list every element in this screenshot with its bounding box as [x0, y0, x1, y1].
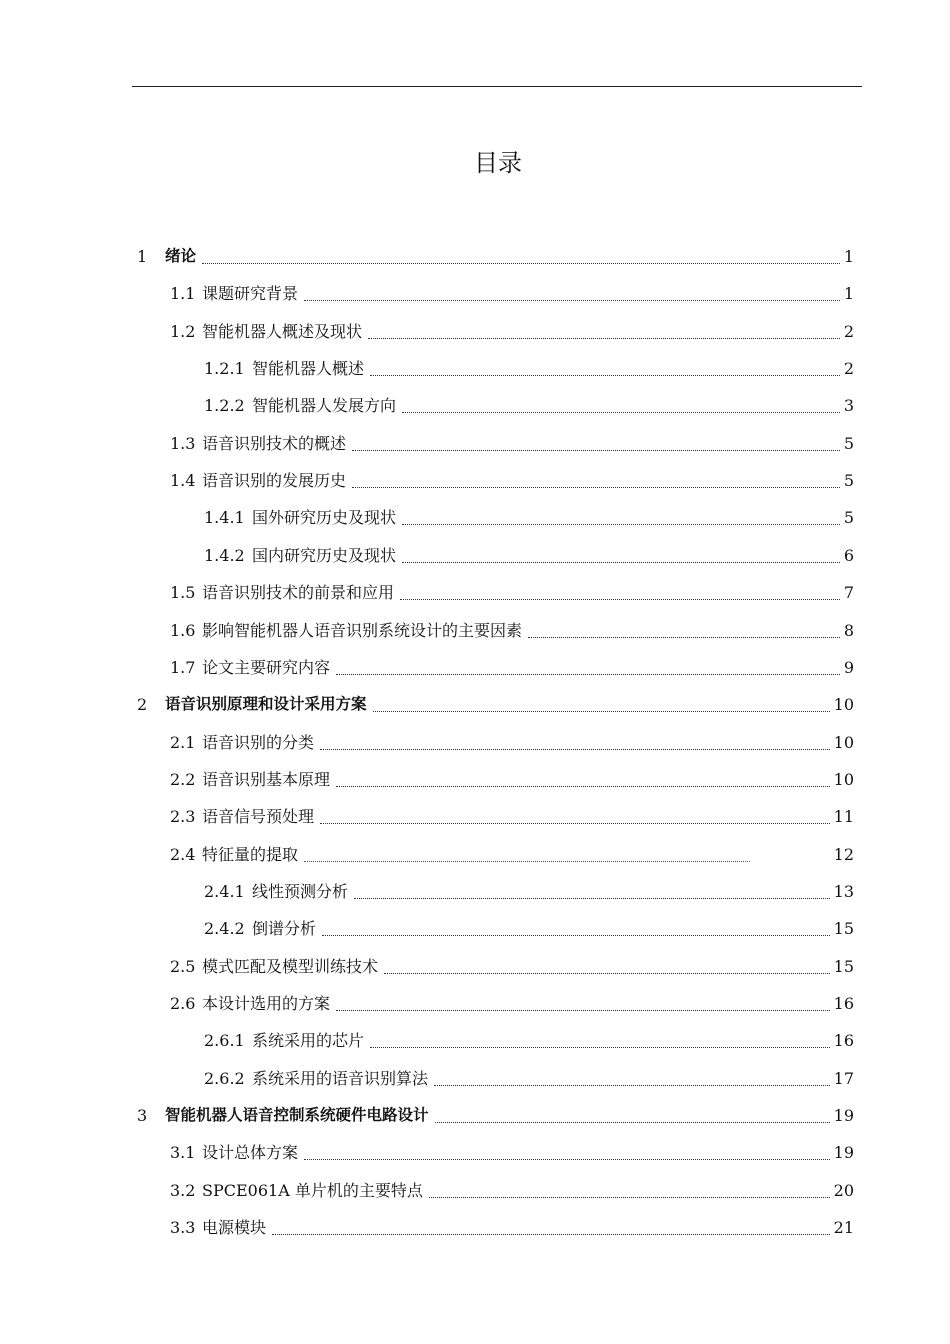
toc-entry-title: 本设计选用的方案: [202, 985, 332, 1022]
toc-entry-number: 2.3: [170, 807, 196, 827]
toc-entry-number: 1.5: [170, 583, 196, 603]
toc-entry-number: 2.6.1: [204, 1031, 245, 1051]
toc-entry[interactable]: [0, 798, 950, 835]
toc-entry[interactable]: [0, 238, 950, 275]
toc-entry-title: SPCE061A 单片机的主要特点: [202, 1172, 425, 1209]
toc-leader-dots: [400, 599, 840, 600]
toc-entry-number: 2.1: [170, 732, 196, 752]
toc-entry-page: 5: [842, 499, 854, 536]
toc-entry[interactable]: [0, 612, 950, 649]
toc-entry[interactable]: [0, 1134, 950, 1171]
toc-entry[interactable]: [0, 649, 950, 686]
toc-entry-title: 模式匹配及模型训练技术: [202, 948, 380, 985]
toc-entry-title: 语音识别的分类: [202, 724, 316, 761]
toc-leader-dots: [336, 1010, 830, 1011]
toc-leader-dots: [322, 935, 830, 936]
toc-leader-dots: [429, 1197, 830, 1198]
toc-entry[interactable]: [0, 350, 950, 387]
toc-entry-page: 13: [832, 873, 854, 910]
toc-leader-dots: [402, 562, 840, 563]
toc-leader-dots: [352, 487, 840, 488]
toc-entry-number: 2.4.1: [204, 881, 245, 901]
toc-entry-page: 10: [832, 761, 854, 798]
toc-leader-dots: [352, 450, 840, 451]
toc-entry-title: 电源模块: [202, 1209, 268, 1246]
toc-entry-number: 2.6.2: [204, 1068, 245, 1088]
toc-leader-dots: [304, 300, 840, 301]
page-title: 目录: [474, 149, 522, 177]
toc-entry-title: 国外研究历史及现状: [252, 499, 398, 536]
toc-entry-title: 国内研究历史及现状: [252, 537, 398, 574]
toc-entry[interactable]: [0, 425, 950, 462]
toc-entry-page: 15: [832, 948, 854, 985]
toc-entry-number: 3.2: [170, 1180, 196, 1200]
toc-entry-page: 15: [832, 910, 854, 947]
toc-entry-page: 19: [832, 1097, 854, 1134]
toc-entry-title: 倒谱分析: [252, 910, 318, 947]
toc-entry[interactable]: [0, 873, 950, 910]
toc-entry-page: 7: [842, 574, 854, 611]
toc-leader-dots: [402, 524, 840, 525]
toc-entry[interactable]: [0, 985, 950, 1022]
toc-entry-title: 系统采用的芯片: [252, 1022, 366, 1059]
toc-entry-number: 1.1: [170, 284, 196, 304]
toc-leader-dots: [370, 1047, 830, 1048]
toc-entry[interactable]: [0, 1209, 950, 1246]
toc-entry-page: 1: [842, 238, 854, 275]
toc-entry-page: 19: [832, 1134, 854, 1171]
toc-entry-number: 3.3: [170, 1218, 196, 1238]
toc-entry-page: 6: [842, 537, 854, 574]
toc-entry-number: 2.4.2: [204, 919, 245, 939]
toc-entry-page: 1: [842, 275, 854, 312]
toc-entry-page: 10: [832, 724, 854, 761]
toc-entry-title: 课题研究背景: [202, 275, 300, 312]
toc-entry-number: 1.2.1: [204, 359, 245, 379]
toc-entry-title: 智能机器人发展方向: [252, 387, 398, 424]
toc-entry[interactable]: [0, 1097, 950, 1134]
toc-leader-dots: [368, 338, 840, 339]
toc-entry-page: 16: [832, 985, 854, 1022]
toc-entry[interactable]: [0, 686, 950, 723]
toc-leader-dots: [272, 1234, 830, 1235]
toc-entry-title: 智能机器人概述及现状: [202, 313, 364, 350]
toc-entry[interactable]: [0, 1172, 950, 1209]
toc-leader-dots: [435, 1122, 830, 1123]
toc-entry[interactable]: [0, 387, 950, 424]
toc-leader-dots: [384, 973, 830, 974]
toc-entry[interactable]: [0, 1022, 950, 1059]
toc-entry-number: 2.4: [170, 844, 196, 864]
toc-entry-number: 1.7: [170, 657, 196, 677]
toc-entry[interactable]: [0, 313, 950, 350]
toc-entry-number: 3: [137, 1106, 148, 1126]
header-rule: [132, 86, 862, 87]
toc-entry-page: 8: [842, 612, 854, 649]
toc-entry-number: 2.5: [170, 956, 196, 976]
toc-entry-page: 9: [842, 649, 854, 686]
toc-entry-title: 语音识别原理和设计采用方案: [165, 686, 369, 723]
toc-entry-title: 绪论: [165, 238, 198, 275]
toc-entry-title: 特征量的提取: [202, 836, 300, 873]
toc-leader-dots: [434, 1085, 830, 1086]
toc-entry[interactable]: [0, 910, 950, 947]
toc-entry[interactable]: [0, 275, 950, 312]
toc-entry-title: 论文主要研究内容: [202, 649, 332, 686]
toc-entry-page: 5: [842, 462, 854, 499]
toc-entry-title: 语音识别基本原理: [202, 761, 332, 798]
toc-entry-title: 语音识别技术的概述: [202, 425, 348, 462]
toc-entry[interactable]: [0, 948, 950, 985]
toc-entry[interactable]: [0, 574, 950, 611]
toc-entry[interactable]: [0, 724, 950, 761]
toc-entry-number: 1.6: [170, 620, 196, 640]
toc-leader-dots: [354, 898, 830, 899]
toc-entry-number: 2: [137, 695, 148, 715]
toc-leader-dots: [202, 263, 840, 264]
toc-entry-page: 3: [842, 387, 854, 424]
toc-entry-number: 1.3: [170, 433, 196, 453]
toc-entry-number: 2.2: [170, 769, 196, 789]
toc-entry-title: 影响智能机器人语音识别系统设计的主要因素: [202, 612, 524, 649]
toc-entry-page: 2: [842, 313, 854, 350]
toc-entry-page: 12: [832, 836, 854, 873]
toc-entry-page: 5: [842, 425, 854, 462]
toc-leader-dots: [528, 637, 840, 638]
toc-entry-title: 系统采用的语音识别算法: [252, 1060, 430, 1097]
toc-entry-page: 11: [832, 798, 854, 835]
toc-entry-page: 16: [832, 1022, 854, 1059]
toc-entry-number: 1: [137, 247, 148, 266]
toc-leader-dots: [304, 861, 750, 862]
toc-entry-title: 设计总体方案: [202, 1134, 300, 1171]
toc-entry-number: 3.1: [170, 1143, 196, 1163]
toc-entry-title: 语音信号预处理: [202, 798, 316, 835]
toc-leader-dots: [304, 1159, 830, 1160]
toc-entry-title: 语音识别的发展历史: [202, 462, 348, 499]
toc-entry[interactable]: [0, 836, 950, 873]
toc-entry-page: 10: [832, 686, 854, 723]
toc-entry-number: 1.4.1: [204, 508, 245, 528]
toc-entry-page: 21: [832, 1209, 854, 1246]
toc-leader-dots: [402, 412, 840, 413]
toc-entry[interactable]: [0, 761, 950, 798]
toc-entry-page: 20: [832, 1172, 854, 1209]
toc-entry-title: 智能机器人语音控制系统硬件电路设计: [165, 1097, 431, 1134]
toc-entry-number: 1.4: [170, 471, 196, 491]
toc-leader-dots: [336, 786, 830, 787]
toc-entry[interactable]: [0, 1060, 950, 1097]
toc-leader-dots: [336, 674, 840, 675]
toc-entry-page: 17: [832, 1060, 854, 1097]
toc-leader-dots: [320, 823, 830, 824]
toc-leader-dots: [373, 711, 830, 712]
toc-entry-number: 2.6: [170, 994, 196, 1013]
toc-entry[interactable]: [0, 499, 950, 536]
toc-entry-title: 智能机器人概述: [252, 350, 366, 387]
toc-entry-title: 语音识别技术的前景和应用: [202, 574, 396, 611]
toc-entry[interactable]: [0, 462, 950, 499]
toc-leader-dots: [370, 375, 840, 376]
toc-entry-page: 2: [842, 350, 854, 387]
toc-entry-number: 1.2: [170, 321, 196, 341]
toc-entry[interactable]: [0, 537, 950, 574]
toc-entry-number: 1.4.2: [204, 545, 245, 565]
toc-entry-title: 线性预测分析: [252, 873, 350, 910]
toc-leader-dots: [320, 749, 830, 750]
toc-entry-number: 1.2.2: [204, 396, 245, 416]
